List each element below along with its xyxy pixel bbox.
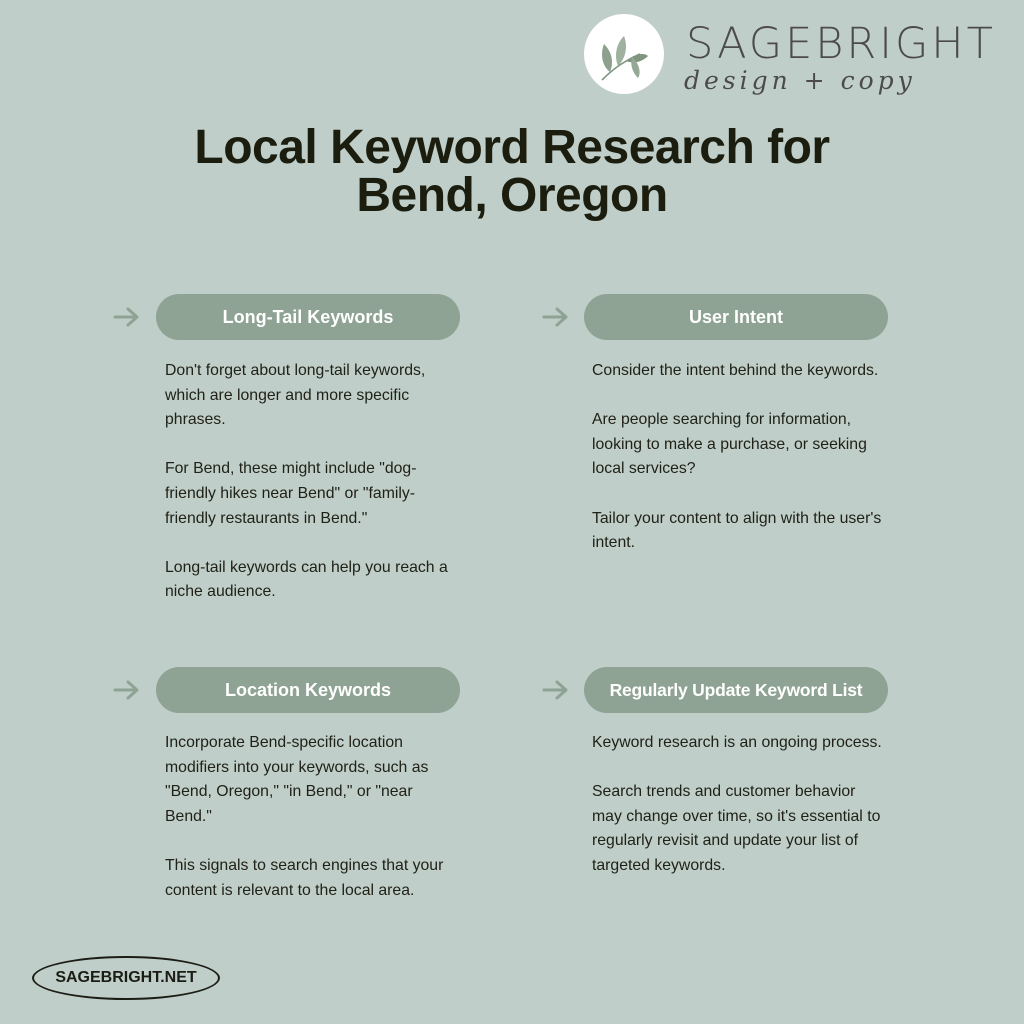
paragraph: Consider the intent behind the keywords. xyxy=(592,362,879,379)
section-body-update-list xyxy=(592,731,882,879)
section-body-long-tail xyxy=(165,359,455,605)
paragraph: For Bend, these might include "dog-friendly hikes near Bend" or "family-friendly restaurants in Bend." xyxy=(165,460,417,527)
section-heading-long-tail: Long-Tail Keywords xyxy=(156,294,460,340)
section-heading-update-list: Regularly Update Keyword List xyxy=(584,667,888,713)
paragraph: Don't forget about long-tail keywords, which are longer and more specific phrases. xyxy=(165,362,426,429)
page-title-line-2: Bend, Oregon xyxy=(356,169,668,222)
brand-name: SAGEBRIGHT xyxy=(686,19,996,69)
paragraph: Tailor your content to align with the user's intent. xyxy=(592,509,882,552)
brand-logo-badge xyxy=(584,14,664,94)
paragraph: Are people searching for information, looking to make a purchase, or seeking local services? xyxy=(592,411,867,478)
paragraph: Long-tail keywords can help you reach a niche audience. xyxy=(165,558,448,601)
section-body-location xyxy=(165,731,455,903)
section-heading-location: Location Keywords xyxy=(156,667,460,713)
sage-leaf-icon xyxy=(584,14,664,94)
section-heading-user-intent: User Intent xyxy=(584,294,888,340)
paragraph: Incorporate Bend-specific location modifiers into your keywords, such as "Bend, Oregon," "in Bend," or "near Bend." xyxy=(165,734,429,825)
page-title xyxy=(60,121,964,222)
arrow-right-icon xyxy=(112,678,142,702)
section-body-user-intent xyxy=(592,359,882,556)
arrow-right-icon xyxy=(541,305,571,329)
brand-tagline: design + copy xyxy=(684,66,916,95)
website-link[interactable]: SAGEBRIGHT.NET xyxy=(32,956,220,1000)
paragraph: Keyword research is an ongoing process. xyxy=(592,734,882,751)
paragraph: This signals to search engines that your content is relevant to the local area. xyxy=(165,856,444,899)
paragraph: Search trends and customer behavior may change over time, so it's essential to regularly revisit and update your list of targeted keywords. xyxy=(592,783,881,874)
arrow-right-icon xyxy=(541,678,571,702)
arrow-right-icon xyxy=(112,305,142,329)
page-title-line-1: Local Keyword Research for xyxy=(194,121,830,174)
